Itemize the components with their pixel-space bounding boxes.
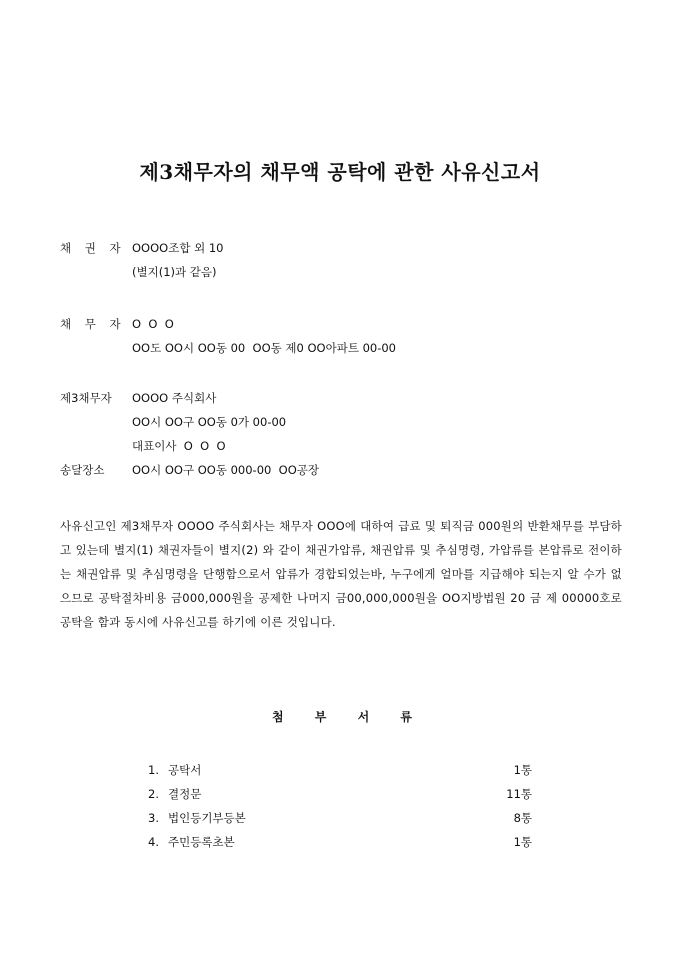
attachment-number: 4. — [148, 835, 159, 849]
attachment-number: 1. — [148, 763, 159, 777]
attachment-item — [148, 758, 532, 782]
delivery-address: OO시 OO구 OO동 000-00 OO공장 — [132, 463, 319, 477]
creditor-name: OOOO조합 외 10 — [132, 241, 224, 255]
attachment-number: 2. — [148, 787, 159, 801]
attachment-item — [148, 782, 532, 806]
attachment-name: 결정문 — [168, 787, 202, 801]
third-debtor-company: OOOO 주식회사 — [132, 391, 217, 405]
creditor-note: (별지(1)과 같음) — [132, 265, 217, 279]
debtor-address: OO도 OO시 OO동 00 OO동 제0 OO아파트 00-00 — [132, 341, 396, 355]
body-paragraph: 사유신고인 제3채무자 OOOO 주식회사는 채무자 OOO에 대하여 급료 및 퇴직금 000원의 반환채무를 부담하고 있는데 별지(1) 채권자들이 별지(2) 와 같이 채권가압류, 채권압류 및 추심명령, 가압류를 본압류로 전이하는 채권압류 및 추심명령을 단행함으로서 압류가 경합되었는바, 누구에게 얼마를 지급해야 되는지 알 수가 없으므로 공탁절차비용 금000,000원을 공제한 나머지 금00,000,000원을 OO지방법원 20 금 제 00000호로 공탁을 함과 동시에 사유신고를 하기에 이른 것입니다. — [60, 519, 622, 629]
attachment-count: 1통 — [513, 835, 532, 849]
attachments-heading — [272, 708, 412, 725]
third-debtor-block — [60, 386, 620, 482]
creditor-block — [60, 236, 620, 284]
third-debtor-representative: 대표이사 O O O — [132, 439, 226, 453]
delivery-label: 송달장소 — [60, 463, 105, 477]
debtor-name: O O O — [132, 317, 174, 331]
document-title: 제3채무자의 채무액 공탁에 관한 사유신고서 — [139, 160, 541, 184]
debtor-label: 채 무 자 — [60, 317, 126, 331]
attachment-count: 1통 — [513, 763, 532, 777]
attachment-item — [148, 806, 532, 830]
third-debtor-address: OO시 OO구 OO동 0가 00-00 — [132, 415, 287, 429]
attachments-heading-char: 서 — [357, 710, 370, 724]
attachment-item — [148, 830, 532, 854]
attachment-name: 공탁서 — [168, 763, 202, 777]
attachment-name: 주민등록초본 — [168, 835, 235, 849]
attachments-heading-char: 첨 — [272, 710, 284, 724]
debtor-block — [60, 312, 620, 360]
attachment-name: 법인등기부등본 — [168, 811, 246, 825]
attachments-list — [148, 758, 532, 854]
attachment-count: 11통 — [506, 787, 532, 801]
creditor-label: 채 권 자 — [60, 241, 126, 255]
attachment-number: 3. — [148, 811, 159, 825]
attachments-heading-char: 부 — [314, 710, 327, 724]
attachment-count: 8통 — [513, 811, 532, 825]
third-debtor-label: 제3채무자 — [60, 391, 112, 405]
attachments-heading-char: 류 — [400, 710, 412, 724]
